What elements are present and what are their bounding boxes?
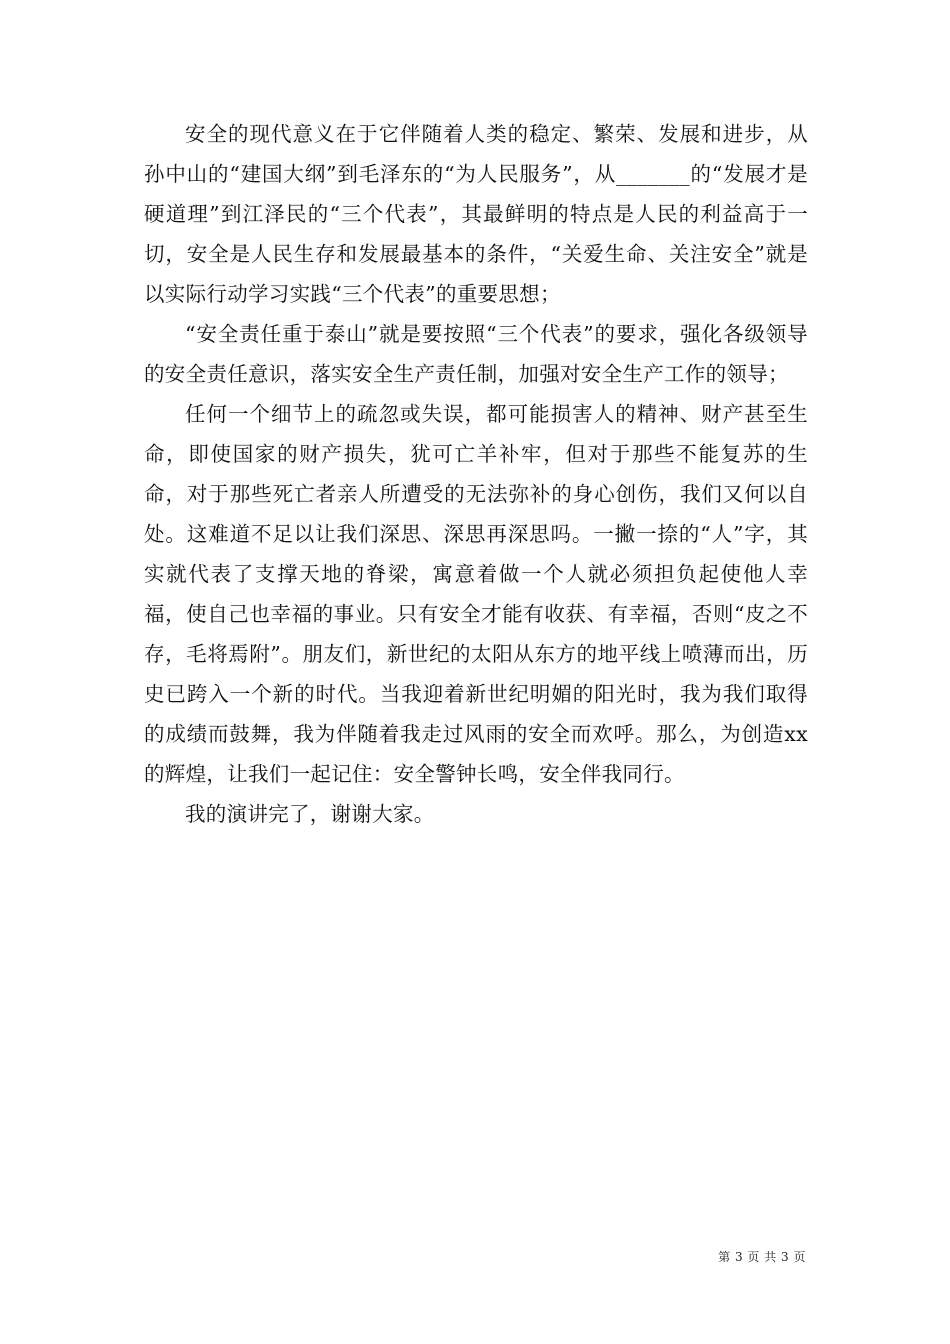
paragraph-3: 任何一个细节上的疏忽或失误，都可能损害人的精神、财产甚至生命，即使国家的财产损失，犹可亡羊补牢，但对于那些不能复苏的生命，对于那些死亡者亲人所遭受的无法弥补的身心创伤，我们又何以自处。这难道不足以让我们深思、深思再深思吗。一撇一捺的“人”字，其实就代表了支撑天地的脊梁，寓意着做一个人就必须担负起使他人幸福，使自己也幸福的事业。只有安全才能有收获、有幸福，否则“皮之不存，毛将焉附”。朋友们，新世纪的太阳从东方的地平线上喷薄而出，历史已跨入一个新的时代。当我迎着新世纪明媚的阳光时，我为我们取得的成绩而鼓舞，我为伴随着我走过风雨的安全而欢呼。那么，为创造xx的辉煌，让我们一起记住：安全警钟长鸣，安全伴我同行。 (144, 402, 808, 786)
paragraph-4: 我的演讲完了，谢谢大家。 (185, 802, 435, 826)
document-body (144, 114, 808, 834)
page-number-footer: 第 3 页 共 3 页 (718, 1250, 806, 1264)
paragraph-2: “安全责任重于泰山”就是要按照“三个代表”的要求，强化各级领导的安全责任意识，落实安全生产责任制，加强对安全生产工作的领导； (144, 322, 808, 386)
paragraph-1: 安全的现代意义在于它伴随着人类的稳定、繁荣、发展和进步，从孙中山的“建国大纲”到毛泽东的“为人民服务”，从_______的“发展才是硬道理”到江泽民的“三个代表”，其最鲜明的特点是人民的利益高于一切，安全是人民生存和发展最基本的条件，“关爱生命、关注安全”就是以实际行动学习实践“三个代表”的重要思想； (144, 122, 808, 306)
